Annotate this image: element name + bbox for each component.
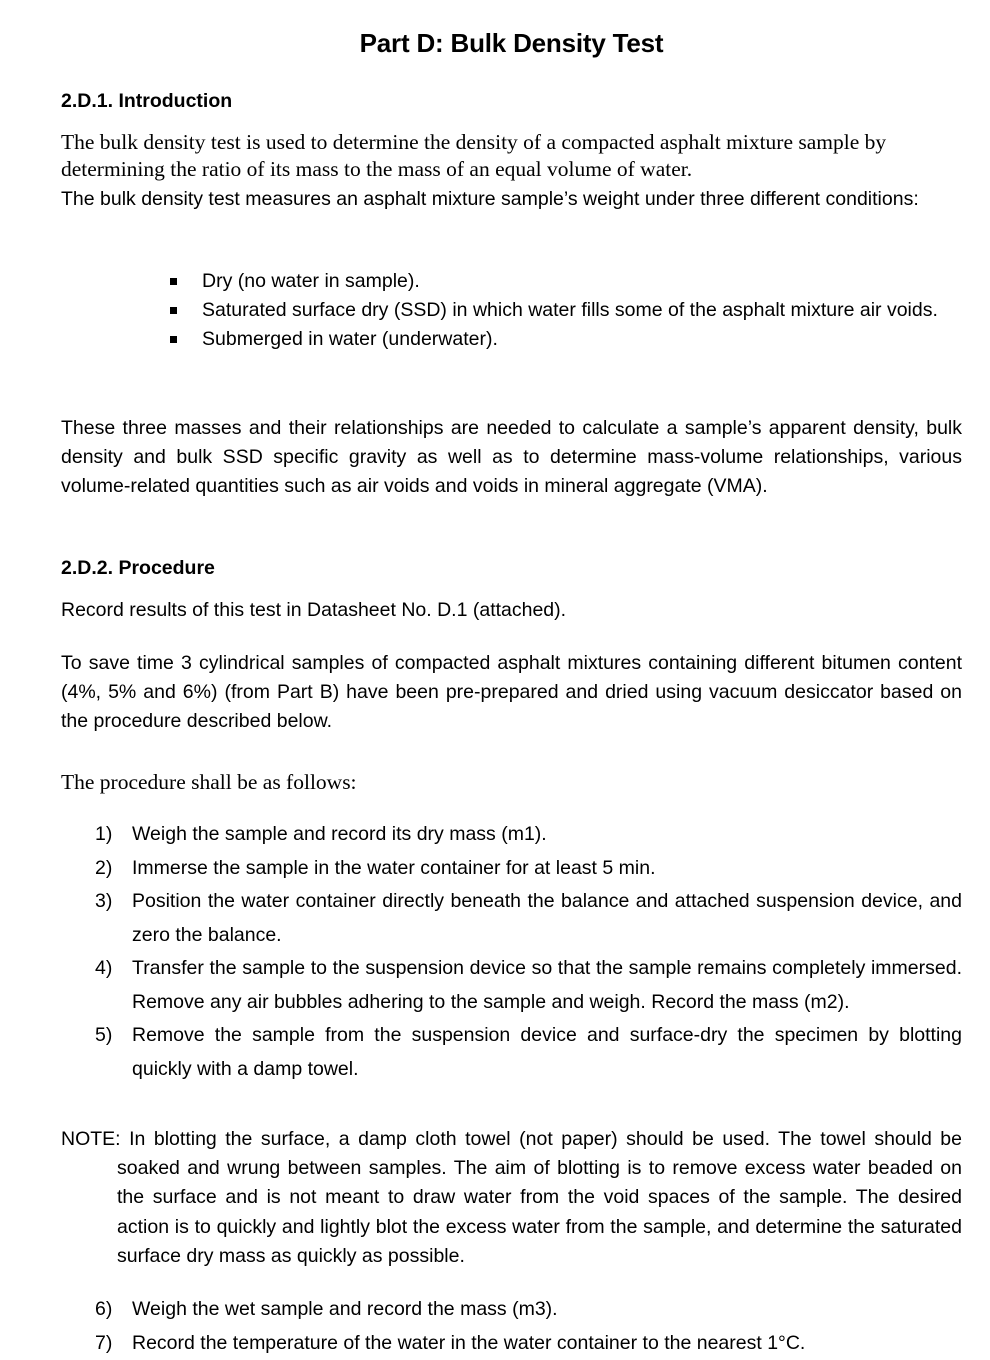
list-item <box>170 296 962 325</box>
step-number: 3) <box>95 890 113 912</box>
step-text: Position the water container directly beneath the balance and attached suspension device, and zero the balance. <box>132 890 962 946</box>
page-title: Part D: Bulk Density Test <box>359 28 664 58</box>
list-item-text: Saturated surface dry (SSD) in which water fills some of the asphalt mixture air voids. <box>202 299 938 321</box>
step-number: 6) <box>95 1298 113 1320</box>
intro-paragraph-serif: The bulk density test is used to determine the density of a compacted asphalt mixture sample by determining the ratio of its mass to the mass of an equal volume of water. <box>61 130 887 181</box>
procedure-paragraph-datasheet: Record results of this test in Datasheet No. D.1 (attached). <box>61 599 567 621</box>
conditions-list <box>170 267 962 354</box>
step-number: 1) <box>95 823 113 845</box>
step-text: Weigh the sample and record its dry mass (m1). <box>132 823 547 845</box>
intro-paragraph-conditions: The bulk density test measures an asphalt mixture sample’s weight under three different conditions: <box>61 188 919 210</box>
intro-heading: 2.D.1. Introduction <box>61 90 233 112</box>
step-text: Weigh the wet sample and record the mass (m3). <box>132 1298 558 1320</box>
list-item <box>95 952 962 1019</box>
intro-paragraph-masses: These three masses and their relationships are needed to calculate a sample’s apparent density, bulk density and bulk SSD specific gravity as well as to determine mass-volume relationships, various volume-related quantities such as air voids and voids in mineral aggregate (VMA). <box>61 417 962 497</box>
list-item <box>95 818 962 852</box>
list-item <box>95 885 962 952</box>
procedure-paragraph-samples: To save time 3 cylindrical samples of compacted asphalt mixtures containing different bitumen content (4%, 5% and 6%) (from Part B) have been pre-prepared and dried using vacuum desiccator based on the procedure described below. <box>61 652 962 732</box>
list-item-text: Dry (no water in sample). <box>202 270 420 292</box>
list-item <box>95 1293 962 1327</box>
step-number: 2) <box>95 856 113 879</box>
list-item <box>170 267 962 296</box>
step-number: 5) <box>95 1024 113 1046</box>
step-text: Record the temperature of the water in the water container to the nearest 1°C. <box>132 1331 806 1354</box>
step-number: 4) <box>95 957 113 979</box>
procedure-heading: 2.D.2. Procedure <box>61 557 215 579</box>
list-item <box>95 852 962 886</box>
note-paragraph: NOTE: In blotting the surface, a damp cloth towel (not paper) should be used. The towel should be soaked and wrung between samples. The aim of blotting is to remove excess water beaded on the surface and is not meant to draw water from the void spaces of the sample. The desired action is to quickly and lightly blot the excess water from the sample, and determine the saturated surface dry mass as quickly as possible. <box>61 1128 962 1267</box>
step-text: Immerse the sample in the water container for at least 5 min. <box>132 856 656 879</box>
list-item-text: Submerged in water (underwater). <box>202 328 498 350</box>
procedure-lead-serif: The procedure shall be as follows: <box>61 770 357 794</box>
procedure-steps-list-continued <box>95 1293 962 1360</box>
step-text: Remove the sample from the suspension device and surface-dry the specimen by blotting quickly with a damp towel. <box>132 1024 962 1080</box>
square-bullet-icon <box>170 307 177 314</box>
list-item <box>95 1327 962 1360</box>
procedure-steps-list <box>95 818 962 1086</box>
square-bullet-icon <box>170 336 177 343</box>
square-bullet-icon <box>170 278 177 285</box>
list-item <box>95 1019 962 1086</box>
step-number: 7) <box>95 1331 113 1354</box>
list-item <box>170 325 962 354</box>
step-text: Transfer the sample to the suspension device so that the sample remains completely immersed. Remove any air bubbles adhering to the sample and weigh. Record the mass (m2). <box>132 957 962 1013</box>
